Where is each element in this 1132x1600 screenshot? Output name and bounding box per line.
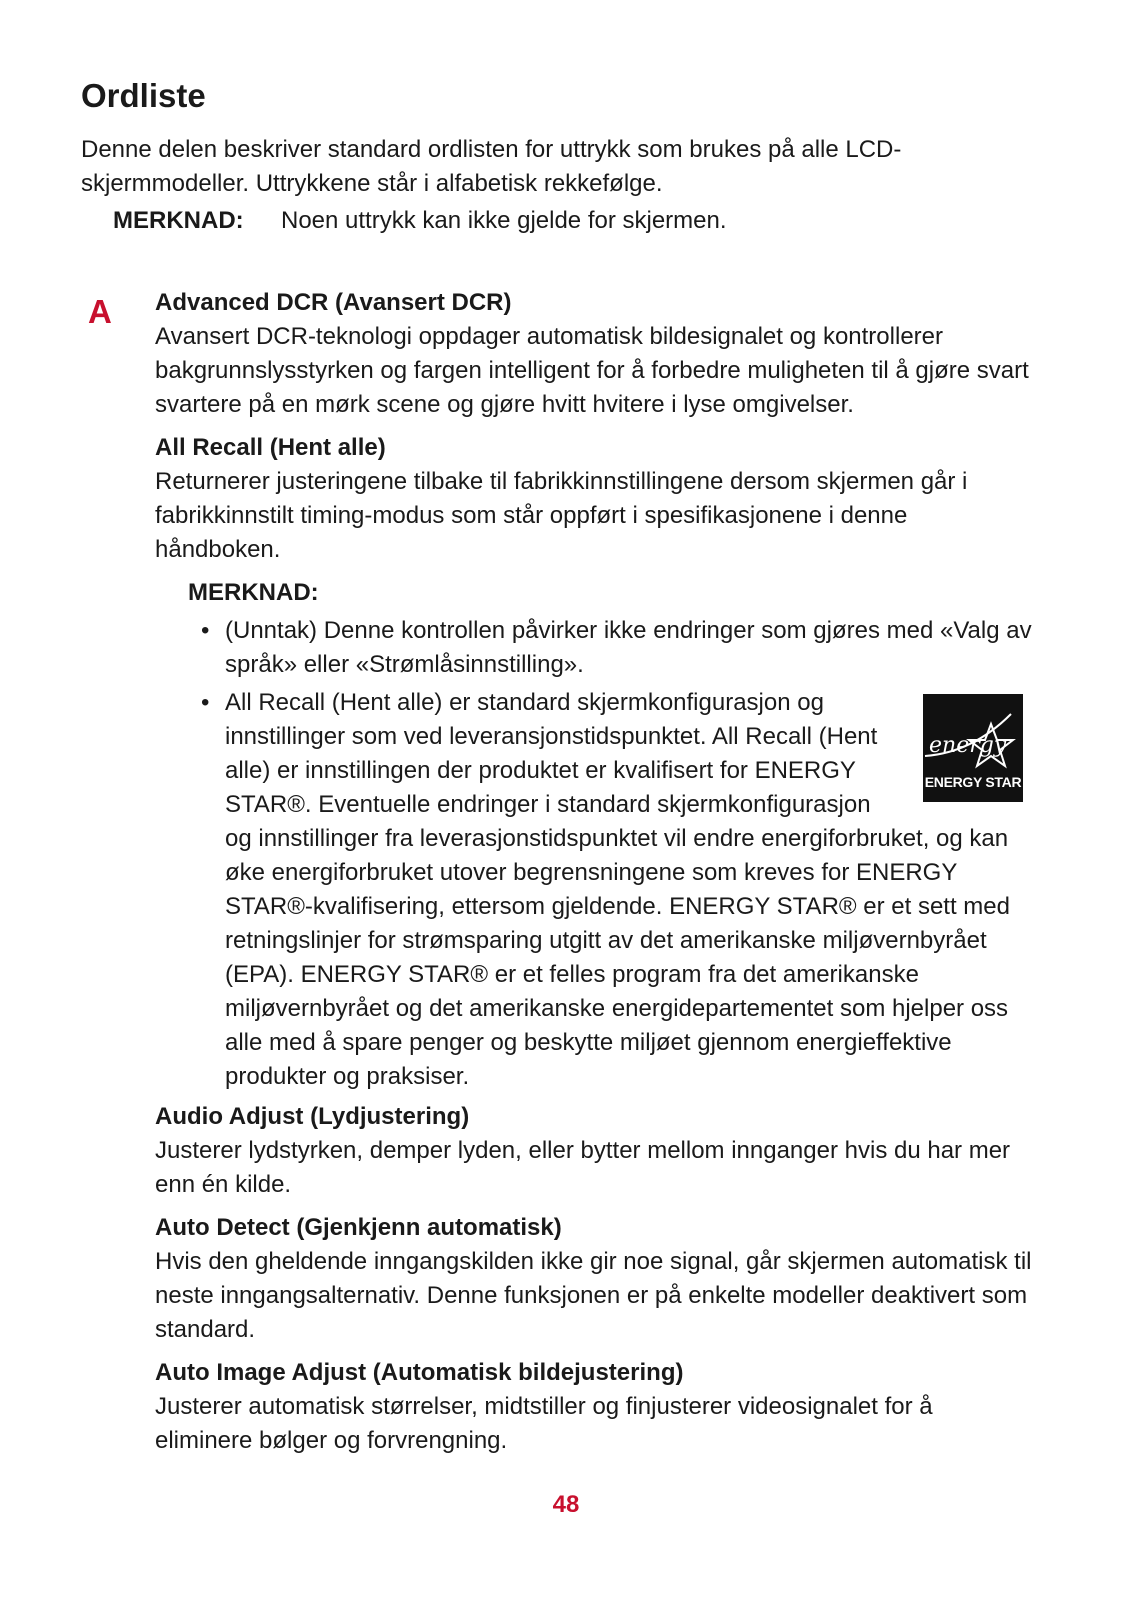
note-label: MERKNAD: bbox=[113, 207, 244, 234]
page-title: Ordliste bbox=[81, 77, 206, 114]
entry-description: Hvis den gheldende inngangskilden ikke gir noe signal, går skjermen automatisk til neste inngangsalternativ. Denne funksjonen er på enkelte modeller deaktivert som standard. bbox=[155, 1248, 1032, 1343]
entry-description: Returnerer justeringene tilbake til fabrikkinnstillingene dersom skjermen går i fabrikkinnstilt timing-modus som står oppført i spesifikasjonene i denne håndboken. bbox=[155, 468, 968, 563]
energy-script-text: energy bbox=[929, 733, 1007, 758]
bullet-icon: • bbox=[201, 689, 210, 716]
note-bullet-text: (Unntak) Denne kontrollen påvirker ikke endringer som gjøres med «Valg av språk» eller «Strømlåsinnstilling». bbox=[225, 617, 1032, 678]
glossary-entry bbox=[155, 286, 1035, 422]
glossary-entry bbox=[155, 1211, 1035, 1347]
note-bullet bbox=[201, 686, 1035, 1094]
entry-description: Justerer lydstyrken, demper lyden, eller bytter mellom innganger hvis du har mer enn én kilde. bbox=[155, 1137, 1011, 1198]
intro-text: Denne delen beskriver standard ordlisten for uttrykk som brukes på alle LCD-skjermmodeller. Uttrykkene står i alfabetisk rekkefølge. bbox=[81, 136, 902, 197]
energy-star-label: ENERGY STAR bbox=[924, 774, 1022, 790]
note bbox=[113, 204, 727, 238]
energy-star-logo bbox=[923, 694, 1023, 802]
entry-term: Advanced DCR (Avansert DCR) bbox=[155, 289, 512, 316]
glossary-entry bbox=[155, 1356, 1035, 1458]
note-text: Noen uttrykk kan ikke gjelde for skjermen. bbox=[281, 207, 727, 234]
glossary-entry bbox=[155, 1100, 1035, 1202]
entry-term: Audio Adjust (Lydjustering) bbox=[155, 1103, 470, 1130]
entry-description: Avansert DCR-teknologi oppdager automatisk bildesignalet og kontrollerer bakgrunnslysstyrken og fargen intelligent for å forbedre muligheten til å gjøre svart svartere på en mørk scene og gjøre hvitt hvitere i lyse omgivelser. bbox=[155, 323, 1029, 418]
entry-note-label: MERKNAD: bbox=[188, 579, 319, 606]
entry-description: Justerer automatisk størrelser, midtstiller og finjusterer videosignalet for å eliminere bølger og forvrengning. bbox=[155, 1393, 933, 1454]
note-bullet-text: All Recall (Hent alle) er standard skjermkonfigurasjon og innstillinger som ved leveransjonstidspunktet. All Recall (Hent alle) er innstillingen der produktet er kvalifisert for ENERGY STAR®. Eventuelle endringer i standard skjermkonfigurasjon og innstillinger fra leverasjonstidspunktet vil endre energiforbruket, og kan øke energiforbruket utover begrensningene som kreves for ENERGY STAR®-kvalifisering, ettersom gjeldende. ENERGY STAR® er et sett med retningslinjer for strømsparing utgitt av det amerikanske miljøvernbyrået (EPA). ENERGY STAR® er et felles program fra det amerikanske miljøvernbyrået og det amerikanske energidepartementet som hjelper oss alle med å spare penger og beskytte miljøet gjennom energieffektive produkter og praksiser. bbox=[225, 689, 1010, 1090]
bullet-icon: • bbox=[201, 617, 210, 644]
entry-term: All Recall (Hent alle) bbox=[155, 434, 386, 461]
glossary-entries bbox=[155, 286, 1035, 1467]
glossary-entry bbox=[155, 431, 1035, 1094]
note-bullet-list bbox=[155, 614, 1035, 1094]
section-letter: A bbox=[88, 293, 112, 330]
note-bullet bbox=[201, 614, 1035, 682]
page-number: 48 bbox=[552, 1491, 580, 1518]
entry-term: Auto Image Adjust (Automatisk bildejustering) bbox=[155, 1359, 684, 1386]
entry-term: Auto Detect (Gjenkjenn automatisk) bbox=[155, 1214, 562, 1241]
